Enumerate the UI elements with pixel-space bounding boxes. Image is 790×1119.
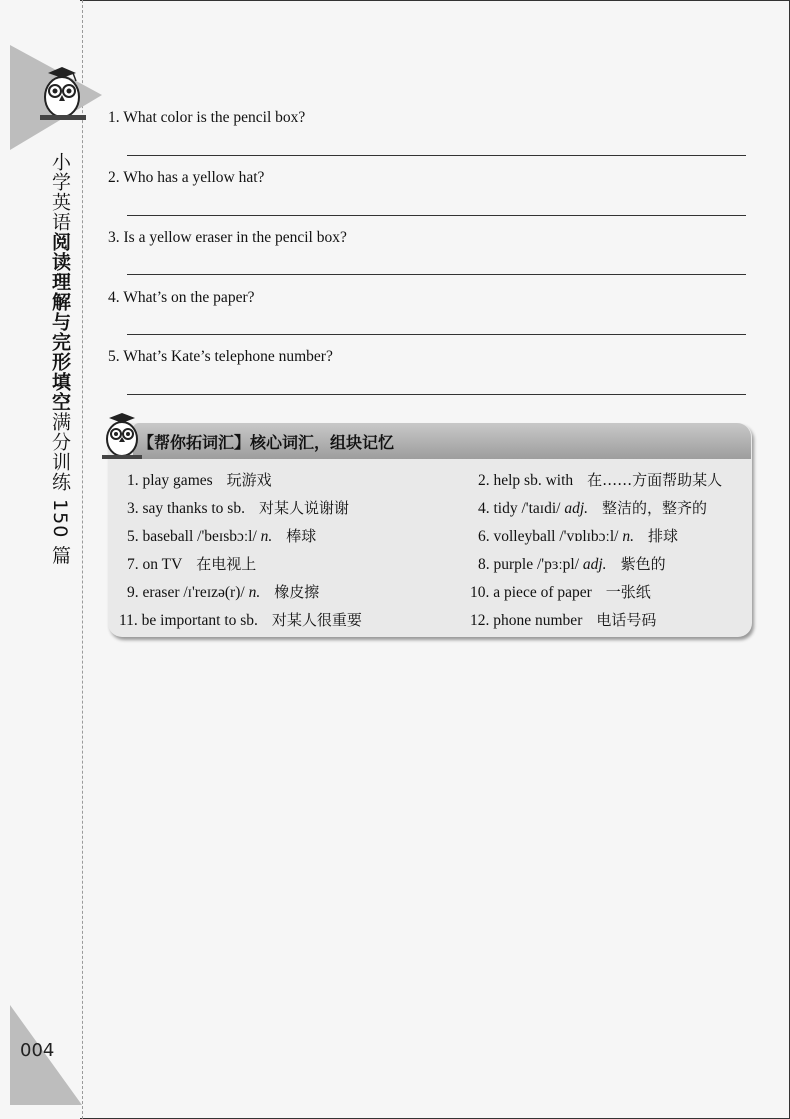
vocab-en: 11. be important to sb. <box>119 612 258 629</box>
vocab-item-3 <box>127 497 349 518</box>
book-title-part-2: 阅读理解与完形填空 <box>49 232 71 412</box>
margin-dashed-line <box>82 0 83 1119</box>
question-3: 3. Is a yellow eraser in the pencil box? <box>108 229 347 246</box>
vocab-item-8 <box>478 553 666 574</box>
vocab-zh: 排球 <box>647 527 678 545</box>
vocab-en: 10. a piece of paper <box>470 584 592 601</box>
vocab-item-4 <box>478 497 707 518</box>
answer-line-3[interactable] <box>127 274 746 275</box>
vocab-item-10 <box>470 581 651 602</box>
vocab-item-6 <box>478 525 678 546</box>
vocab-zh: 电话号码 <box>596 611 657 629</box>
vocab-item-1 <box>127 469 272 490</box>
vocab-pos: n. <box>622 528 634 545</box>
vocab-zh: 玩游戏 <box>226 471 272 489</box>
question-5: 5. What’s Kate’s telephone number? <box>108 348 333 365</box>
book-title-part-3: 满分训练 150 篇 <box>49 412 71 566</box>
vocab-zh: 对某人很重要 <box>271 611 362 629</box>
vocab-en: 9. eraser /ɪ'reɪzə(r)/ <box>127 584 245 601</box>
vocab-pos: n. <box>248 584 261 601</box>
vocab-zh: 一张纸 <box>605 583 651 601</box>
book-title-part-1: 小学英语 <box>49 152 71 232</box>
question-2: 2. Who has a yellow hat? <box>108 169 265 186</box>
vocab-zh: 棒球 <box>286 527 317 545</box>
vocab-zh: 对某人说谢谢 <box>258 499 349 517</box>
page-number: 004 <box>20 1040 55 1061</box>
vocab-en: 1. play games <box>127 472 213 489</box>
vocab-zh: 整洁的，整齐的 <box>602 499 708 517</box>
question-4: 4. What’s on the paper? <box>108 289 255 306</box>
vocab-en: 8. purple /'pɜːpl/ <box>478 556 579 573</box>
owl-mascot-icon <box>10 45 102 150</box>
book-title <box>46 152 72 565</box>
vocab-en: 5. baseball /'beɪsbɔːl/ <box>127 528 257 545</box>
vocab-item-2 <box>478 469 722 490</box>
vocab-pos: adj. <box>564 500 589 517</box>
vocab-item-12 <box>470 609 656 630</box>
vocab-en: 2. help sb. with <box>478 472 574 489</box>
vocab-en: 7. on TV <box>127 556 183 573</box>
answer-line-5[interactable] <box>127 394 746 395</box>
vocab-pos: adj. <box>582 556 607 573</box>
vocab-en: 12. phone number <box>470 612 583 629</box>
vocab-en: 6. volleyball /'vɒlɪbɔːl/ <box>478 528 619 545</box>
vocab-pos: n. <box>260 528 273 545</box>
answer-line-1[interactable] <box>127 155 746 156</box>
vocab-en: 3. say thanks to sb. <box>127 500 245 517</box>
vocab-item-11 <box>119 609 362 630</box>
answer-line-2[interactable] <box>127 215 746 216</box>
vocab-en: 4. tidy /'taɪdi/ <box>478 500 561 517</box>
answer-line-4[interactable] <box>127 334 746 335</box>
vocab-item-7 <box>127 553 256 574</box>
vocab-title: 【帮你拓词汇】核心词汇，组块记忆 <box>138 433 395 452</box>
vocab-item-9 <box>127 581 319 602</box>
vocab-zh: 橡皮擦 <box>274 583 320 601</box>
question-1: 1. What color is the pencil box? <box>108 109 306 126</box>
vocab-zh: 在电视上 <box>196 555 257 573</box>
vocab-zh: 在……方面帮助某人 <box>587 471 723 489</box>
vocab-item-5 <box>127 525 316 546</box>
vocab-zh: 紫色的 <box>620 555 666 573</box>
